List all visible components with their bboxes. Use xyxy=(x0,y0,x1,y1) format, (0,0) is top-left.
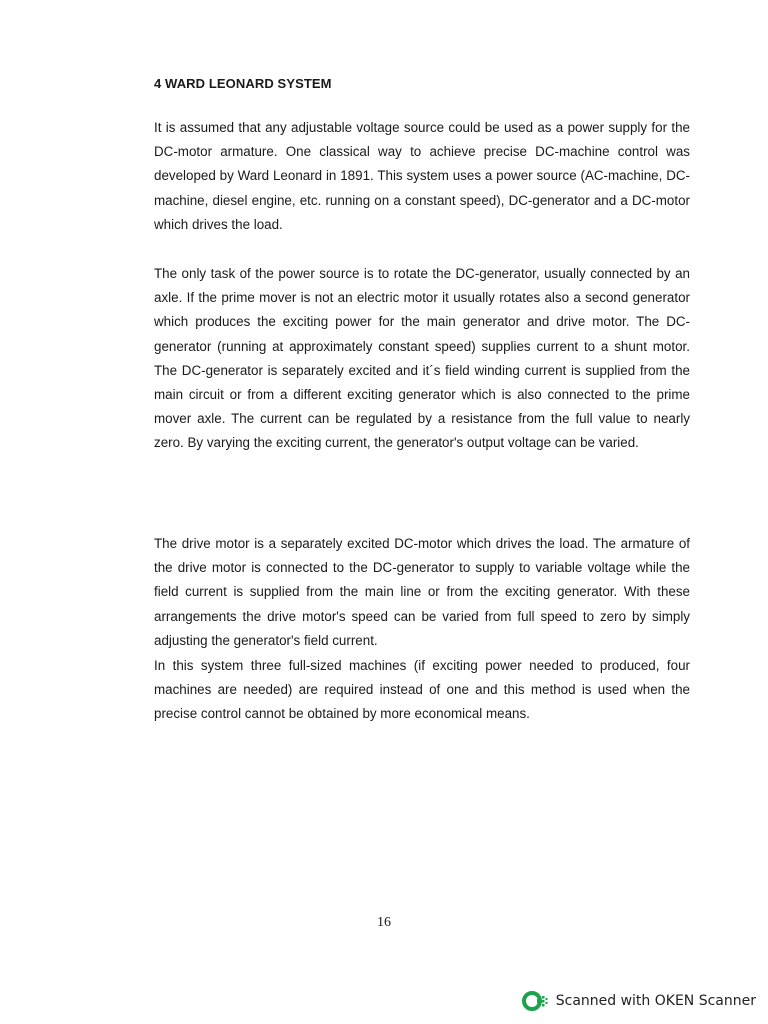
paragraph-1: It is assumed that any adjustable voltage source could be used as a power supply for the DC-motor armature. One classical way to achieve precise DC-machine control was developed by Ward Leonard in 1891. This system uses a power source (AC-machine, DC-machine, diesel engine, etc. running on a constant speed), DC-generator and a DC-motor which drives the load. xyxy=(154,120,690,232)
paragraph-3: The drive motor is a separately excited DC-motor which drives the load. The armature of the drive motor is connected to the DC-generator to supply to variable voltage while the field current is supplied from the main line or from the exciting generator. With these arrangements the drive motor's speed can be varied from full speed to zero by simply adjusting the generator's field current. xyxy=(154,536,690,648)
paragraph-4: In this system three full-sized machines (if exciting power needed to produced, four machines are needed) are required instead of one and this method is used when the precise control cannot be obtained by more economical means. xyxy=(154,658,690,722)
page-number: 16 xyxy=(377,915,391,930)
paragraph-2: The only task of the power source is to rotate the DC-generator, usually connected by an axle. If the prime mover is not an electric motor it usually rotates also a second generator which produces the exciting power for the main generator and drive motor. The DC-generator (running at approximately constant speed) supplies current to a shunt motor. The DC-generator is separately excited and it´s field winding current is supplied from the main circuit or from a different exciting generator which is also connected to the prime mover axle. The current can be regulated by a resistance from the full value to nearly zero. By varying the exciting current, the generator's output voltage can be varied. xyxy=(154,266,690,451)
section-heading: 4 WARD LEONARD SYSTEM xyxy=(154,76,332,91)
watermark-text: Scanned with OKEN Scanner xyxy=(555,993,756,1009)
oken-scanner-logo-icon xyxy=(522,990,548,1012)
scanner-watermark xyxy=(522,989,756,1013)
